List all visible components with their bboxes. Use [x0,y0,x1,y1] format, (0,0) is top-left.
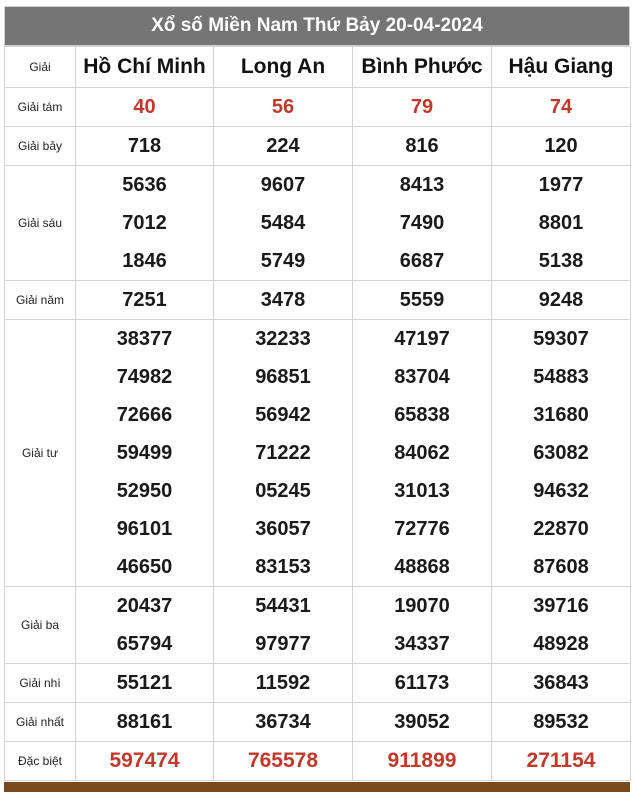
lottery-number: 63082 [533,442,589,464]
prize-cell [353,320,492,587]
prize-cell [76,281,214,320]
lottery-number: 20437 [116,595,173,617]
lottery-number: 9248 [538,289,584,311]
lottery-number: 83153 [255,556,311,578]
lottery-number: 74982 [116,366,173,388]
lottery-number: 19070 [394,595,450,617]
lottery-number: 65794 [116,633,173,655]
lottery-number: 5636 [122,174,167,196]
lottery-number: 120 [544,135,578,157]
lottery-number: 72666 [116,404,173,426]
prize-cell [76,587,214,664]
lottery-number: 1977 [538,174,584,196]
lottery-number: 59307 [533,328,589,350]
lottery-number: 5559 [399,289,445,311]
lottery-number: 05245 [255,480,311,502]
results-table [4,46,631,781]
lottery-number: 74 [549,96,573,118]
prize-cell [353,703,492,742]
lottery-number: 71222 [255,442,311,464]
lottery-number: 36734 [255,711,311,733]
lottery-number: 816 [405,135,439,157]
lottery-number: 65838 [394,404,450,426]
prize-label: Giải sáu [5,166,76,281]
lottery-number: 88161 [116,711,173,733]
lottery-number: 87608 [533,556,589,578]
lottery-number: 11592 [255,672,311,694]
prize-cell [76,703,214,742]
lottery-number: 3478 [260,289,306,311]
prize-cell [492,742,631,781]
lottery-number: 61173 [394,672,450,694]
prize-cell [214,703,353,742]
lottery-number: 271154 [526,749,596,772]
prize-cell [353,166,492,281]
prize-header-label: Giải [5,47,76,88]
lottery-number: 46650 [116,556,173,578]
prize-cell [492,320,631,587]
prize-row [5,320,631,587]
lottery-number: 97977 [255,633,311,655]
lottery-number: 47197 [394,328,450,350]
prize-cell [492,166,631,281]
lottery-number: 72776 [394,518,450,540]
lottery-number: 39052 [394,711,450,733]
lottery-number: 8801 [538,212,584,234]
lottery-number: 83704 [394,366,450,388]
lottery-number: 31013 [394,480,450,502]
lottery-number: 36057 [255,518,311,540]
prize-cell [76,742,214,781]
lottery-number: 5484 [260,212,306,234]
prize-cell [492,703,631,742]
province-name[interactable]: Bình Phước [353,47,492,88]
prize-cell [214,281,353,320]
page-title: Xổ số Miền Nam Thứ Bảy 20-04-2024 [4,6,630,46]
lottery-number: 31680 [533,404,589,426]
prize-row [5,742,631,781]
lottery-number: 96851 [255,366,311,388]
prize-cell [76,127,214,166]
lottery-number: 96101 [116,518,173,540]
province-name[interactable]: Hậu Giang [492,47,631,88]
prize-cell [492,587,631,664]
prize-cell [353,127,492,166]
prize-cell [214,88,353,127]
results-panel [4,6,630,781]
lottery-number: 9607 [260,174,306,196]
lottery-number: 32233 [255,328,311,350]
prize-cell [76,664,214,703]
province-name[interactable]: Long An [214,47,353,88]
prize-row [5,587,631,664]
prize-label: Giải tư [5,320,76,587]
lottery-number: 89532 [533,711,589,733]
lottery-number: 7012 [122,212,167,234]
lottery-number: 5138 [538,250,584,272]
lottery-number: 39716 [533,595,589,617]
prize-row [5,166,631,281]
prize-cell [214,127,353,166]
lottery-number: 7490 [399,212,445,234]
lottery-number: 8413 [399,174,445,196]
lottery-number: 84062 [394,442,450,464]
lottery-number: 22870 [533,518,589,540]
prize-label: Giải bảy [5,127,76,166]
footer-bar [4,782,630,792]
lottery-number: 36843 [533,672,589,694]
prize-cell [353,742,492,781]
lottery-number: 56 [271,96,295,118]
prize-cell [492,127,631,166]
lottery-number: 718 [127,135,162,157]
lottery-number: 48868 [394,556,450,578]
lottery-number: 6687 [399,250,445,272]
lottery-number: 38377 [116,328,173,350]
prize-cell [214,587,353,664]
prize-cell [76,88,214,127]
prize-row [5,127,631,166]
prize-cell [353,281,492,320]
prize-label: Giải tám [5,88,76,127]
lottery-number: 52950 [116,480,173,502]
lottery-number: 48928 [533,633,589,655]
prize-cell [76,320,214,587]
prize-label: Giải nhì [5,664,76,703]
province-name[interactable]: Hồ Chí Minh [76,47,214,88]
lottery-number: 34337 [394,633,450,655]
prize-label: Đặc biệt [5,742,76,781]
prize-cell [492,664,631,703]
prize-row [5,281,631,320]
lottery-number: 5749 [260,250,306,272]
lottery-number: 79 [410,96,434,118]
prize-label: Giải nhất [5,703,76,742]
lottery-number: 54883 [533,366,589,388]
lottery-number: 597474 [109,749,180,772]
lottery-number: 224 [266,135,300,157]
lottery-number: 7251 [122,289,167,311]
prize-row [5,88,631,127]
prize-cell [492,88,631,127]
prize-label: Giải ba [5,587,76,664]
lottery-number: 1846 [122,250,167,272]
prize-cell [76,166,214,281]
lottery-number: 56942 [255,404,311,426]
lottery-number: 59499 [116,442,173,464]
prize-cell [353,587,492,664]
prize-cell [353,88,492,127]
lottery-number: 54431 [255,595,311,617]
lottery-number: 55121 [116,672,173,694]
header-row [5,47,631,88]
prize-row [5,664,631,703]
prize-cell [214,320,353,587]
prize-cell [353,664,492,703]
prize-cell [214,742,353,781]
prize-cell [492,281,631,320]
prize-cell [214,166,353,281]
prize-label: Giải năm [5,281,76,320]
lottery-number: 40 [133,96,156,118]
prize-row [5,703,631,742]
prize-cell [214,664,353,703]
lottery-number: 94632 [533,480,589,502]
lottery-number: 911899 [387,749,457,772]
lottery-number: 765578 [247,749,319,772]
